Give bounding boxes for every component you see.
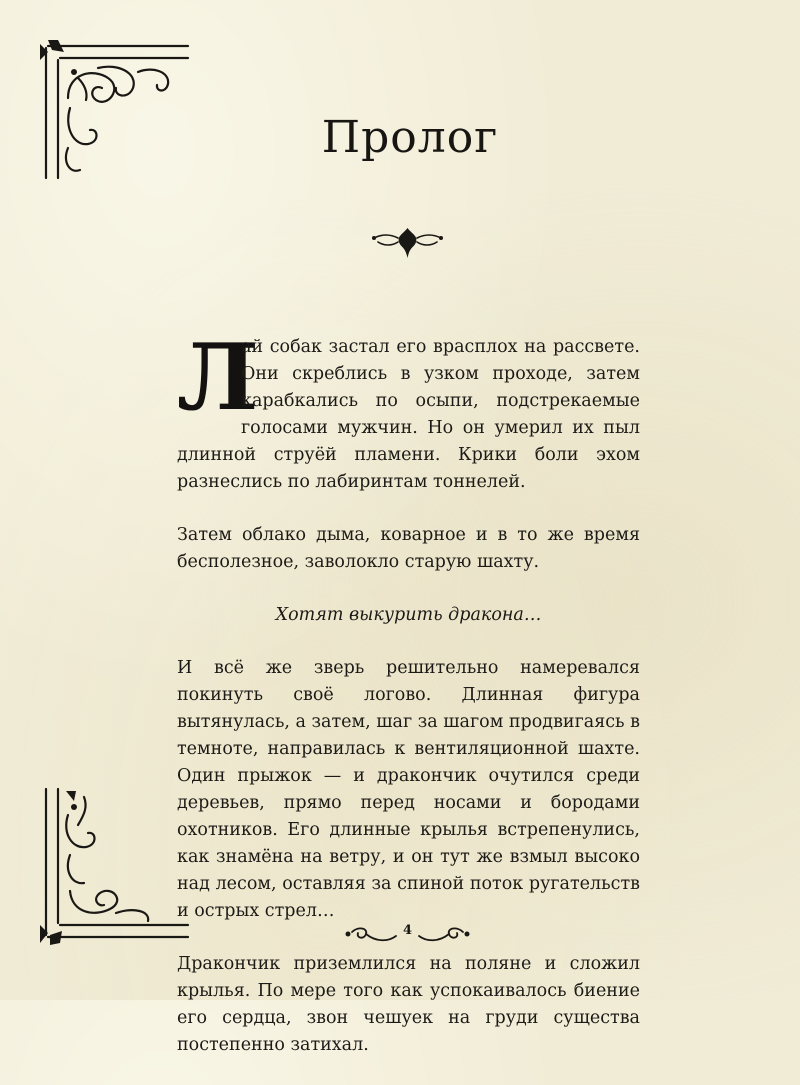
chapter-title: Пролог	[321, 112, 499, 163]
paragraph-1-text: ай собак застал его врасплох на рассвете. Они скреблись в узком проходе, затем карабкались по осыпи, подстрекаемые голосами мужчин. Но он умерил их пыл длинной струёй пламени. Крики боли эхом разнеслись по лабиринтам тоннелей.	[177, 337, 640, 492]
paragraph-1	[177, 323, 640, 496]
scroll-corner-ornament-icon	[38, 785, 198, 947]
flourish-divider-icon	[370, 224, 445, 260]
page-footer	[340, 920, 475, 950]
page-number: 4	[402, 923, 413, 938]
paragraph-4: Дракончик приземлился на поляне и сложил крылья. По мере того как успокаивалось биение его сердца, звон чешуек на груди существа постепенно затихал.	[177, 954, 640, 1055]
prologue-text	[177, 323, 640, 1085]
italic-thought: Хотят выкурить дракона…	[275, 605, 542, 625]
paragraph-2: Затем облако дыма, коварное и в то же время бесполезное, заволокло старую шахту.	[177, 525, 640, 572]
paragraph-3: И всё же зверь решительно намеревался покинуть своё логово. Длинная фигура вытянулась, а затем, шаг за шагом продвигаясь в темноте, направилась к вентиляционной шахте. Один прыжок — и дракончик очутился среди деревьев, прямо перед носами и бородами охотников. Его длинные крылья встрепенулись, как знамёна на ветру, и он тут же взмыл высоко над лесом, оставляя за спиной поток ругательств и острых стрел…	[177, 658, 640, 921]
drop-cap: Л	[177, 323, 259, 431]
